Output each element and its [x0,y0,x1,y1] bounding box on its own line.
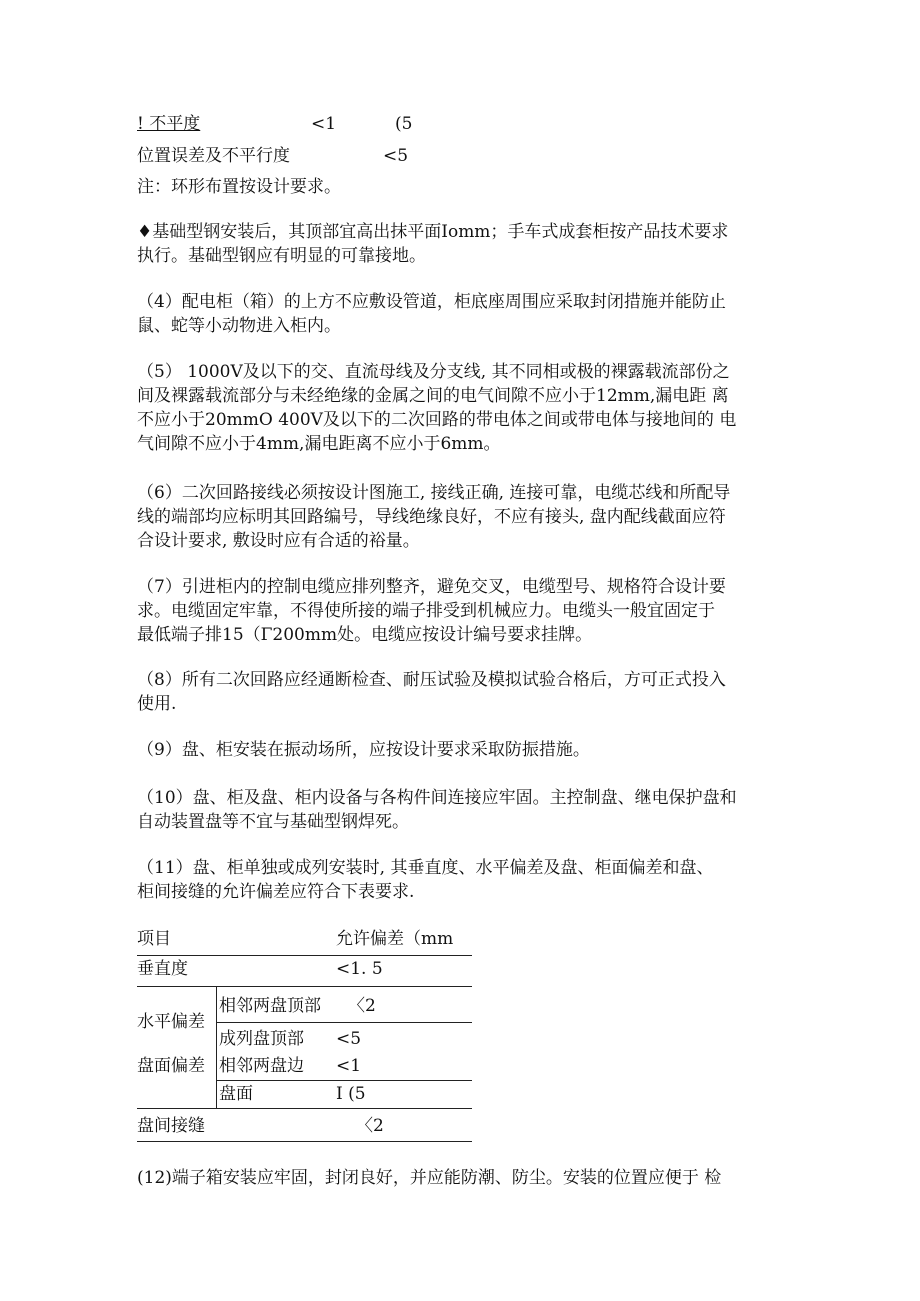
paragraph-4: （4）配电柜（箱）的上方不应敷设管道，柜底座周围应采取封闭措施并能防止 鼠、蛇等小动物进入柜内。 [137,292,726,336]
flatness-value-1: <1 [311,114,337,134]
row-gap-label: 盘间接缝 [137,1116,205,1136]
flatness-label: ! 不平度 [137,114,201,134]
row-vertical-value: <1. 5 [336,959,383,979]
row-horizontal-sub-1-value: 〈2 [348,996,376,1016]
row-vertical-label: 垂直度 [137,959,188,979]
position-error-value: <5 [383,146,409,166]
paragraph-11: （11）盘、柜单独或成列安装时, 其垂直度、水平偏差及盘、柜面偏差和盘、 柜间接缝的允许偏差应符合下表要求. [137,858,714,902]
row-surface-label: 盘面偏差 [137,1056,205,1076]
row-gap-value: 〈2 [356,1116,384,1136]
row-horizontal-sub-1-label: 相邻两盘顶部 [219,996,321,1016]
paragraph-10: （10）盘、柜及盘、柜内设备与各构件间连接应牢固。主控制盘、继电保护盘和 自动装置盘等不宜与基础型钢焊死。 [137,788,737,832]
horizontal-group-divider [216,986,217,1080]
row-surface-sub-1-label: 相邻两盘边 [219,1056,304,1076]
row-surface-sub-1-value: <1 [336,1056,362,1076]
surface-group-divider [216,1080,217,1108]
paragraph-6: （6）二次回路接线必须按设计图施工, 接线正确, 连接可靠，电缆芯线和所配导 线的端部均应标明其回路编号，导线绝缘良好，不应有接头, 盘内配线截面应符 合设计要求, 敷设时应有合适的裕量。 [137,483,731,551]
table-header-item: 项目 [137,929,171,949]
paragraph-8: （8）所有二次回路应经通断检查、耐压试验及模拟试验合格后，方可正式投入 使用. [137,670,726,714]
paragraph-5: （5） 1000V及以下的交、直流母线及分支线, 其不同相或极的裸露载流部份之 间及裸露载流部分与未经绝缘的金属之间的电气间隙不应小于12mm,漏电距 离 不应小于20mmO 400V及以下的二次回路的带电体之间或带电体与接地间的 电 气间隙不应小于4mm,漏电距离不应小于6mm。 [137,362,737,454]
table-header-tolerance: 允许偏差（mm [336,929,454,949]
row-surface-rule [137,1108,472,1109]
row-surface-sub-2-value: I (5 [336,1084,366,1104]
flatness-value-2: (5 [395,114,413,134]
row-horizontal-sub-2-label: 成列盘顶部 [219,1029,304,1049]
paragraph-12: (12)端子箱安装应牢固，封闭良好，并应能防潮、防尘。安装的位置应便于 检 [137,1168,722,1188]
paragraph-base-steel: ♦基础型钢安装后，其顶部宜高出抹平面Iomm；手车式成套柜按产品技术要求 执行。基础型钢应有明显的可靠接地。 [137,222,729,266]
horizontal-sub-rule [216,1022,472,1023]
surface-sub-rule [216,1080,472,1081]
ring-layout-note: 注：环形布置按设计要求。 [137,177,341,197]
row-surface-sub-2-label: 盘面 [219,1084,253,1104]
table-header-rule [137,955,472,956]
row-horizontal-label: 水平偏差 [137,1012,205,1032]
paragraph-9: （9）盘、柜安装在振动场所，应按设计要求采取防振措施。 [137,740,590,760]
row-vertical-rule [137,986,472,987]
table-bottom-rule [137,1141,472,1142]
row-horizontal-sub-2-value: <5 [336,1029,362,1049]
position-error-label: 位置误差及不平行度 [137,146,290,166]
paragraph-7: （7）引进柜内的控制电缆应排列整齐，避免交叉，电缆型号、规格符合设计要 求。电缆固定牢靠，不得使所接的端子排受到机械应力。电缆头一般宜固定于 最低端子排15（Γ200mm处。电缆应按设计编号要求挂牌。 [137,577,726,645]
